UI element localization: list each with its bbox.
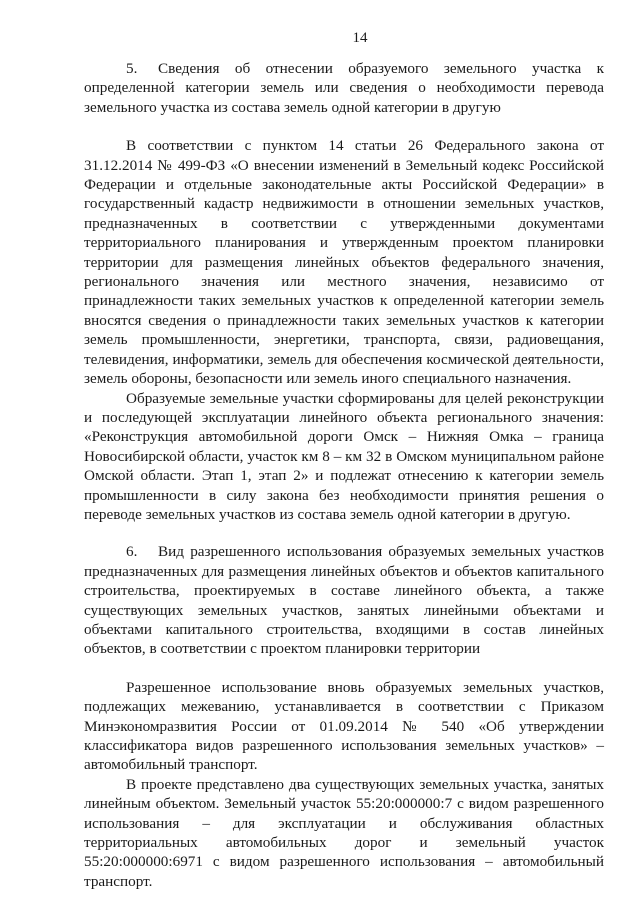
page-number: 14 [352, 30, 368, 46]
section-6-paragraph-1: Разрешенное использование вновь образуемых земельных участков, подлежащих межеванию, устанавливается в соответствии с Приказом Минэкономразвития России от 01.09.2014 № 540 «Об утверждении классификатора видов разрешенного использования земельных участков» – автомобильный транспорт. [84, 678, 604, 774]
section-5-title: Сведения об отнесении образуемого земельного участка к определенной категории земель или сведения о необходимости перевода земельного участка из состава земель одной категории в другую [84, 60, 604, 116]
section-6-paragraph-2: В проекте представлено два существующих земельных участка, занятых линейным объектом. Земельный участок 55:20:000000:7 с видом разрешенного использования – для эксплуатации и обслуживания областных территориальных автомобильных дорог и земельный участок 55:20:000000:6971 с видом разрешенного использования – автомобильный транспорт. [84, 775, 604, 890]
section-5-paragraph-1: В соответствии с пунктом 14 статьи 26 Федерального закона от 31.12.2014 № 499-ФЗ «О внесении изменений в Земельный кодекс Российской Федерации и отдельные законодательные акты Российской Федерации» в государственный кадастр недвижимости в отношении земельных участков, предназначенных в соответствии с утвержденными документами территориального планирования и утвержденным проектом планировки территории для размещения линейных объектов федерального значения, регионального значения или местного значения, независимо от принадлежности таких земельных участков к определенной категории земель вносятся сведения о принадлежности таких земельных участков к категории земель промышленности, энергетики, транспорта, связи, радиовещания, телевидения, информатики, земель для обеспечения космической деятельности, земель обороны, безопасности или земель иного специального назначения. [84, 137, 604, 388]
section-5-number: 5. [126, 60, 138, 77]
section-5-paragraph-2: Образуемые земельные участки сформированы для целей реконструкции и последующей эксплуатации линейного объекта регионального значения: «Реконструкция автомобильной дороги Омск – Нижняя Омка – граница Новосибирской области, участок км 8 – км 32 в Омском муниципальном районе Омской области. Этап 1, этап 2» и подлежат отнесению к категории земель промышленности в силу закона без необходимости принятия решения о переводе земельных участков из состава земель одной категории в другую. [84, 389, 604, 523]
section-5-heading [84, 59, 604, 117]
section-6-number: 6. [126, 543, 138, 561]
section-6-heading [84, 542, 604, 658]
section-6-title: Вид разрешенного использования образуемых земельных участков предназначенных для размещения линейных объектов и объектов капитального строительства, проектируемых в составе линейного объекта, а также существующих земельных участков, занятых линейными объектами и объектами капитального строительства, входящими в состав линейных объектов, в соответствии с проектом планировки территории [84, 543, 604, 658]
